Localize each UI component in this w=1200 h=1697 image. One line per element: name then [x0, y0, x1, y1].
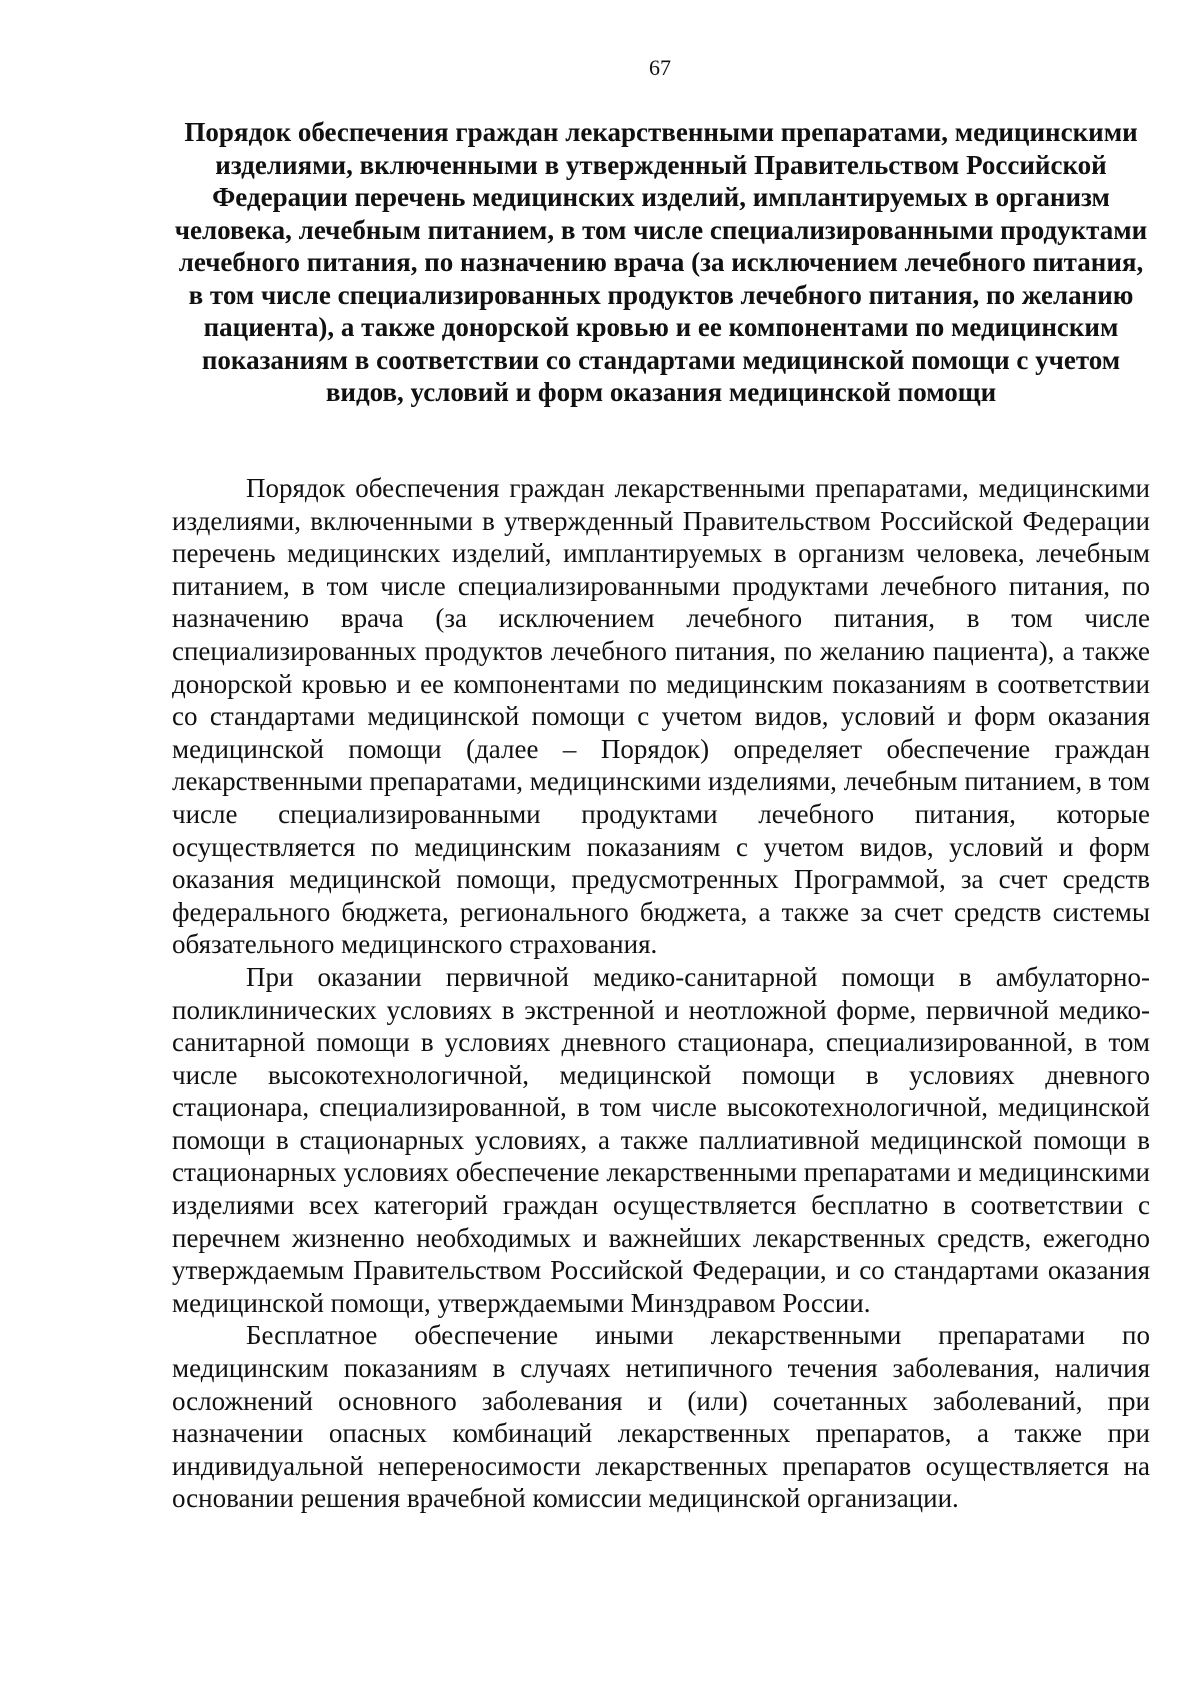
section-title: Порядок обеспечения граждан лекарственными препаратами, медицинскими изделиями, включенными в утвержденный Правительством Российской Федерации перечень медицинских изделий, имплантируемых в организм человека, лечебным питанием, в том числе специализированными продуктами лечебного питания, по назначению врача (за исключением лечебного питания, в том числе специализированных продуктов лечебного питания, по желанию пациента), а также донорской кровью и ее компонентами по медицинским показаниям в соответствии со стандартами медицинской помощи с учетом видов, условий и форм оказания медицинской помощи: [174, 117, 1148, 407]
body-text: [172, 472, 1150, 1515]
paragraph-order-definition: Порядок обеспечения граждан лекарственными препаратами, медицинскими изделиями, включенными в утвержденный Правительством Российской Федерации перечень медицинских изделий, имплантируемых в организм человека, лечебным питанием, в том числе специализированными продуктами лечебного питания, по назначению врача (за исключением лечебного питания, в том числе специализированных продуктов лечебного питания, по желанию пациента), а также донорской кровью и ее компонентами по медицинским показаниям в соответствии со стандартами медицинской помощи с учетом видов, условий и форм оказания медицинской помощи (далее – Порядок) определяет обеспечение граждан лекарственными препаратами, медицинскими изделиями, лечебным питанием, в том числе специализированными продуктами лечебного питания, которые осуществляется по медицинским показаниям с учетом видов, условий и форм оказания медицинской помощи, предусмотренных Программой, за счет средств федерального бюджета, регионального бюджета, а также за счет средств системы обязательного медицинского страхования.: [172, 473, 1150, 960]
paragraph-free-provision: При оказании первичной медико-санитарной помощи в амбулаторно-поликлинических условиях в экстренной и неотложной форме, первичной медико-санитарной помощи в условиях дневного стационара, специализированной, в том числе высокотехнологичной, медицинской помощи в условиях дневного стационара, специализированной, в том числе высокотехнологичной, медицинской помощи в стационарных условиях, а также паллиативной медицинской помощи в стационарных условиях обеспечение лекарственными препаратами и медицинскими изделиями всех категорий граждан осуществляется бесплатно в соответствии с перечнем жизненно необходимых и важнейших лекарственных средств, ежегодно утверждаемым Правительством Российской Федерации, и со стандартами оказания медицинской помощи, утверждаемыми Минздравом России.: [172, 961, 1150, 1318]
paragraph-other-medications: Бесплатное обеспечение иными лекарственными препаратами по медицинским показаниям в случаях нетипичного течения заболевания, наличия осложнений основного заболевания и (или) сочетанных заболеваний, при назначении опасных комбинаций лекарственных препаратов, а также при индивидуальной непереносимости лекарственных препаратов осуществляется на основании решения врачебной комиссии медицинской организации.: [172, 1320, 1150, 1514]
page-number: 67: [649, 55, 671, 80]
